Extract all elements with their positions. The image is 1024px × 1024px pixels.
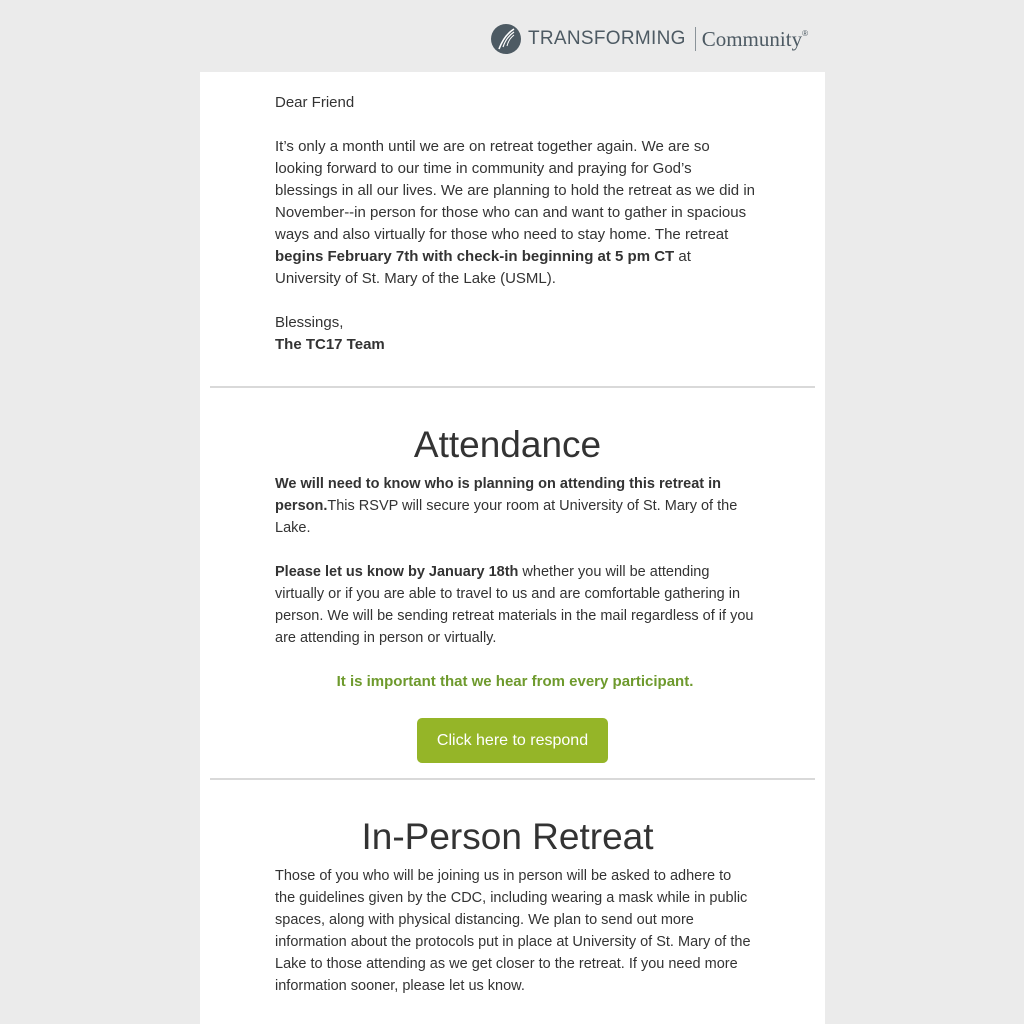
greeting: Dear Friend — [275, 94, 355, 111]
attendance-paragraph-2: Please let us know by January 18th whether you will be attending virtually or if you are able to travel to us and are comfortable gathering in person. We will be sending retreat materials in the mail regardless of if you are attending in person or virtually. — [275, 564, 754, 646]
attendance-section — [275, 473, 755, 693]
letter-text-start: It’s only a month until we are on retreat together again. We are so looking forward to our time in community and praying for God’s blessings in all our lives. We are planning to hold the retreat as we did in November--in person for those who can and want to gather in spacious ways and also virtually for those who need to stay home. The retreat — [275, 138, 755, 243]
respond-button[interactable]: Click here to respond — [417, 718, 608, 763]
divider — [210, 778, 815, 780]
email-header — [0, 0, 1024, 72]
brand-sub: Community — [701, 26, 803, 51]
attendance-paragraph-1: We will need to know who is planning on attending this retreat in person.This RSVP will secure your room at University of St. Mary of the Lake. — [275, 476, 738, 536]
divider — [210, 386, 815, 388]
closing: Blessings, — [275, 314, 344, 331]
retreat-date: begins February 7th with check-in beginning at 5 pm CT — [275, 248, 675, 265]
in-person-section — [275, 865, 755, 997]
letter-section — [275, 92, 755, 356]
important-notice: It is important that we hear from every participant. — [336, 673, 694, 690]
leaf-circle-icon — [490, 23, 522, 55]
attendance-title: Attendance — [413, 424, 602, 465]
signature: The TC17 Team — [275, 336, 385, 353]
letter-text-end: at University of St. Mary of the Lake (USML). — [275, 248, 691, 287]
in-person-paragraph: Those of you who will be joining us in person will be asked to adhere to the guidelines given by the CDC, including wearing a mask while in public spaces, along with physical distancing. We plan to send out more information about the protocols put in place at University of St. Mary of the Lake to those attending as we get closer to the retreat. If you need more information sooner, please let us know. — [275, 868, 751, 994]
brand-divider — [695, 27, 696, 51]
letter-paragraph — [275, 136, 755, 290]
in-person-title: In-Person Retreat — [361, 816, 654, 857]
registered-mark: ® — [802, 28, 808, 38]
email-body — [200, 72, 825, 1024]
brand-name: TRANSFORMING — [528, 28, 686, 49]
transforming-community-logo[interactable] — [490, 23, 808, 55]
